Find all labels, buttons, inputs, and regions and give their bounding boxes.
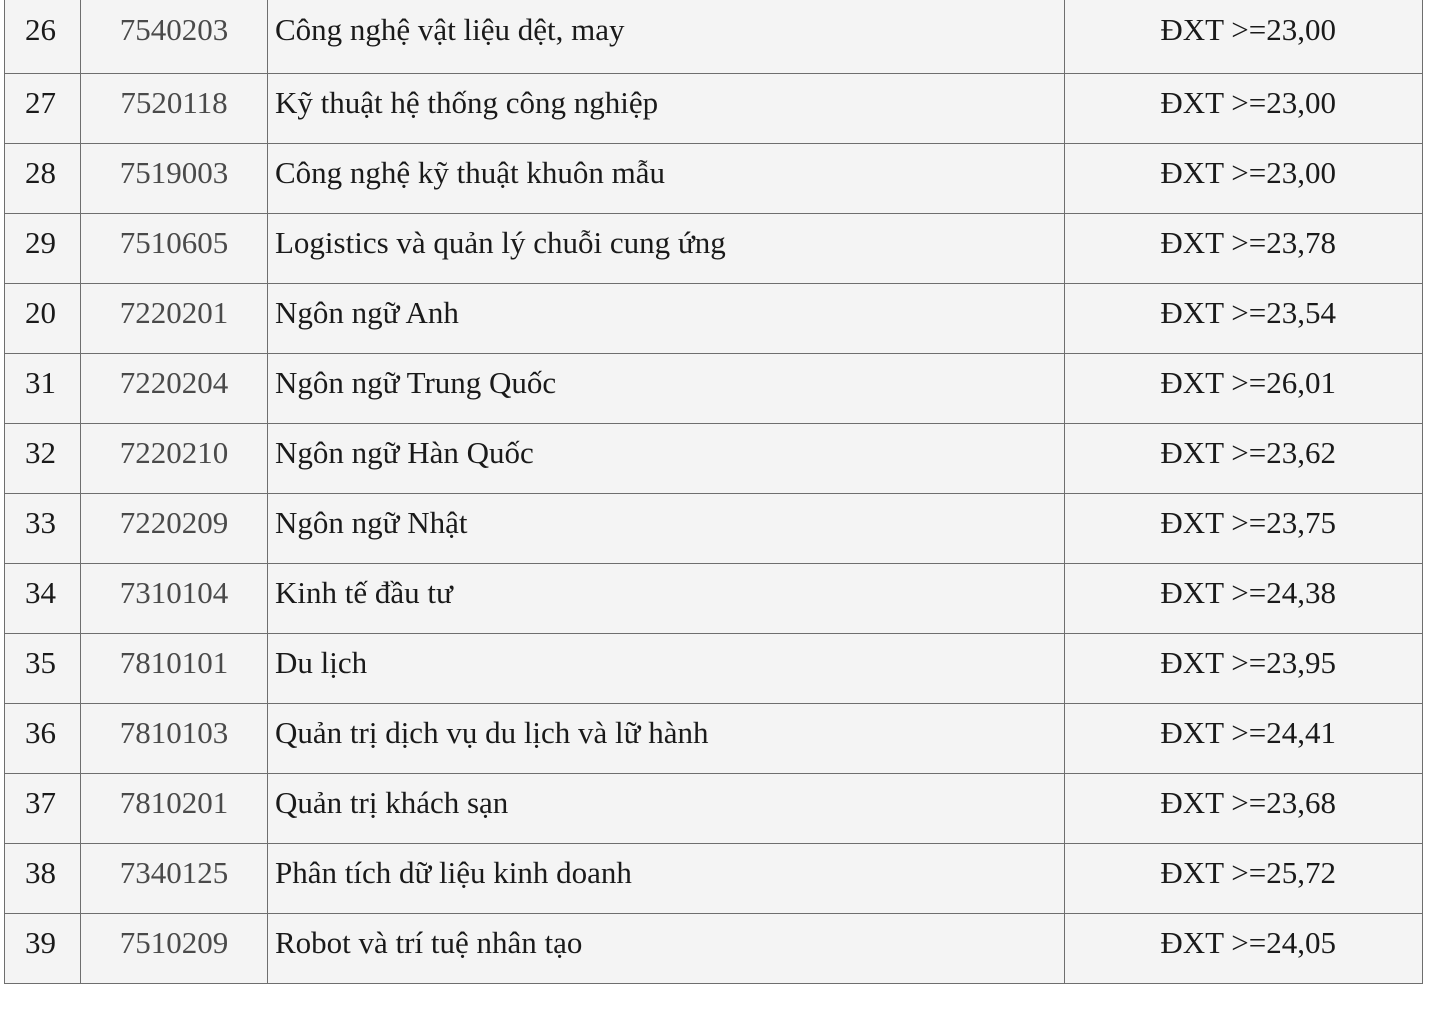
score-cell — [1065, 423, 1423, 493]
admission-score: ĐXT >=24,38 — [1160, 574, 1336, 610]
table-row — [5, 493, 1423, 563]
row-number-cell — [5, 143, 81, 213]
major-code: 7310104 — [119, 574, 229, 610]
table-row — [5, 353, 1423, 423]
row-number-cell — [5, 493, 81, 563]
major-code-cell — [81, 773, 268, 843]
major-name-cell — [268, 773, 1065, 843]
major-name: Ngôn ngữ Anh — [275, 294, 459, 330]
admission-score: ĐXT >=26,01 — [1160, 364, 1336, 400]
major-code: 7810101 — [119, 644, 229, 680]
row-number: 39 — [25, 924, 56, 960]
row-number-cell — [5, 353, 81, 423]
major-name-cell — [268, 143, 1065, 213]
major-code: 7220201 — [119, 294, 229, 330]
row-number-cell — [5, 773, 81, 843]
major-name: Logistics và quản lý chuỗi cung ứng — [275, 224, 726, 260]
major-name-cell — [268, 633, 1065, 703]
table-row — [5, 703, 1423, 773]
row-number-cell — [5, 703, 81, 773]
major-code-cell — [81, 633, 268, 703]
score-cell — [1065, 703, 1423, 773]
major-name-cell — [268, 0, 1065, 73]
row-number: 28 — [25, 154, 56, 190]
major-code-cell — [81, 703, 268, 773]
row-number: 31 — [25, 364, 56, 400]
major-name: Ngôn ngữ Nhật — [275, 504, 468, 540]
major-code-cell — [81, 73, 268, 143]
row-number: 38 — [25, 854, 56, 890]
major-name-cell — [268, 73, 1065, 143]
row-number-cell — [5, 0, 81, 73]
table-row — [5, 913, 1423, 983]
major-name: Kinh tế đầu tư — [275, 574, 453, 610]
admission-score-table — [4, 0, 1422, 984]
row-number-cell — [5, 213, 81, 283]
admission-score: ĐXT >=23,75 — [1160, 504, 1336, 540]
major-code: 7810201 — [119, 784, 229, 820]
major-code-cell — [81, 423, 268, 493]
row-number-cell — [5, 843, 81, 913]
major-code: 7810103 — [119, 714, 229, 750]
major-code-cell — [81, 353, 268, 423]
admission-score: ĐXT >=23,00 — [1160, 12, 1336, 47]
score-cell — [1065, 633, 1423, 703]
score-cell — [1065, 143, 1423, 213]
admission-score: ĐXT >=24,41 — [1160, 714, 1336, 750]
major-name: Du lịch — [275, 644, 368, 680]
table-row — [5, 633, 1423, 703]
major-name-cell — [268, 353, 1065, 423]
major-code-cell — [81, 283, 268, 353]
major-code: 7540203 — [119, 12, 229, 47]
score-cell — [1065, 0, 1423, 73]
major-code: 7220209 — [119, 504, 229, 540]
score-table — [4, 0, 1423, 984]
row-number-cell — [5, 563, 81, 633]
major-code: 7519003 — [119, 154, 229, 190]
major-name-cell — [268, 563, 1065, 633]
admission-score: ĐXT >=23,95 — [1160, 644, 1336, 680]
major-name: Ngôn ngữ Trung Quốc — [275, 364, 557, 400]
major-code: 7520118 — [120, 84, 228, 120]
major-code-cell — [81, 913, 268, 983]
score-cell — [1065, 73, 1423, 143]
major-code-cell — [81, 213, 268, 283]
major-code: 7510605 — [119, 224, 229, 260]
row-number: 37 — [25, 784, 56, 820]
table-row — [5, 843, 1423, 913]
score-cell — [1065, 563, 1423, 633]
major-name: Công nghệ vật liệu dệt, may — [275, 12, 625, 47]
row-number: 26 — [25, 12, 56, 47]
table-row — [5, 563, 1423, 633]
admission-score: ĐXT >=23,54 — [1160, 294, 1336, 330]
row-number-cell — [5, 73, 81, 143]
table-row — [5, 213, 1423, 283]
major-name: Quản trị khách sạn — [275, 784, 509, 820]
major-name-cell — [268, 423, 1065, 493]
row-number: 36 — [25, 714, 56, 750]
admission-score: ĐXT >=23,78 — [1160, 224, 1336, 260]
admission-score: ĐXT >=23,62 — [1160, 434, 1336, 470]
row-number: 29 — [25, 224, 56, 260]
score-cell — [1065, 913, 1423, 983]
score-cell — [1065, 773, 1423, 843]
score-cell — [1065, 213, 1423, 283]
major-name-cell — [268, 493, 1065, 563]
major-name-cell — [268, 283, 1065, 353]
major-code-cell — [81, 843, 268, 913]
admission-score: ĐXT >=23,00 — [1160, 84, 1336, 120]
row-number-cell — [5, 283, 81, 353]
major-name: Phân tích dữ liệu kinh doanh — [275, 854, 632, 890]
major-name-cell — [268, 913, 1065, 983]
row-number-cell — [5, 913, 81, 983]
score-cell — [1065, 353, 1423, 423]
score-cell — [1065, 283, 1423, 353]
row-number: 35 — [25, 644, 56, 680]
row-number: 32 — [25, 434, 56, 470]
major-code-cell — [81, 563, 268, 633]
table-row — [5, 143, 1423, 213]
row-number-cell — [5, 423, 81, 493]
table-row — [5, 73, 1423, 143]
admission-score: ĐXT >=23,00 — [1160, 154, 1336, 190]
table-row — [5, 773, 1423, 843]
major-code-cell — [81, 143, 268, 213]
row-number: 27 — [25, 84, 56, 120]
table-body — [5, 0, 1423, 983]
major-name-cell — [268, 843, 1065, 913]
major-name-cell — [268, 213, 1065, 283]
admission-score: ĐXT >=23,68 — [1160, 784, 1336, 820]
major-name: Ngôn ngữ Hàn Quốc — [275, 434, 534, 470]
major-code-cell — [81, 493, 268, 563]
major-code: 7220210 — [119, 434, 229, 470]
table-row — [5, 283, 1423, 353]
major-name: Công nghệ kỹ thuật khuôn mẫu — [275, 154, 666, 190]
major-code: 7220204 — [119, 364, 229, 400]
major-code: 7510209 — [119, 924, 229, 960]
row-number: 33 — [25, 504, 56, 540]
admission-score: ĐXT >=24,05 — [1160, 924, 1336, 960]
row-number-cell — [5, 633, 81, 703]
score-cell — [1065, 493, 1423, 563]
major-code: 7340125 — [119, 854, 229, 890]
row-number: 20 — [25, 294, 56, 330]
major-name: Kỹ thuật hệ thống công nghiệp — [275, 84, 659, 120]
major-name: Quản trị dịch vụ du lịch và lữ hành — [275, 714, 709, 750]
major-name-cell — [268, 703, 1065, 773]
major-code-cell — [81, 0, 268, 73]
table-row — [5, 0, 1423, 73]
score-cell — [1065, 843, 1423, 913]
table-row — [5, 423, 1423, 493]
row-number: 34 — [25, 574, 56, 610]
admission-score: ĐXT >=25,72 — [1160, 854, 1336, 890]
major-name: Robot và trí tuệ nhân tạo — [275, 924, 583, 960]
